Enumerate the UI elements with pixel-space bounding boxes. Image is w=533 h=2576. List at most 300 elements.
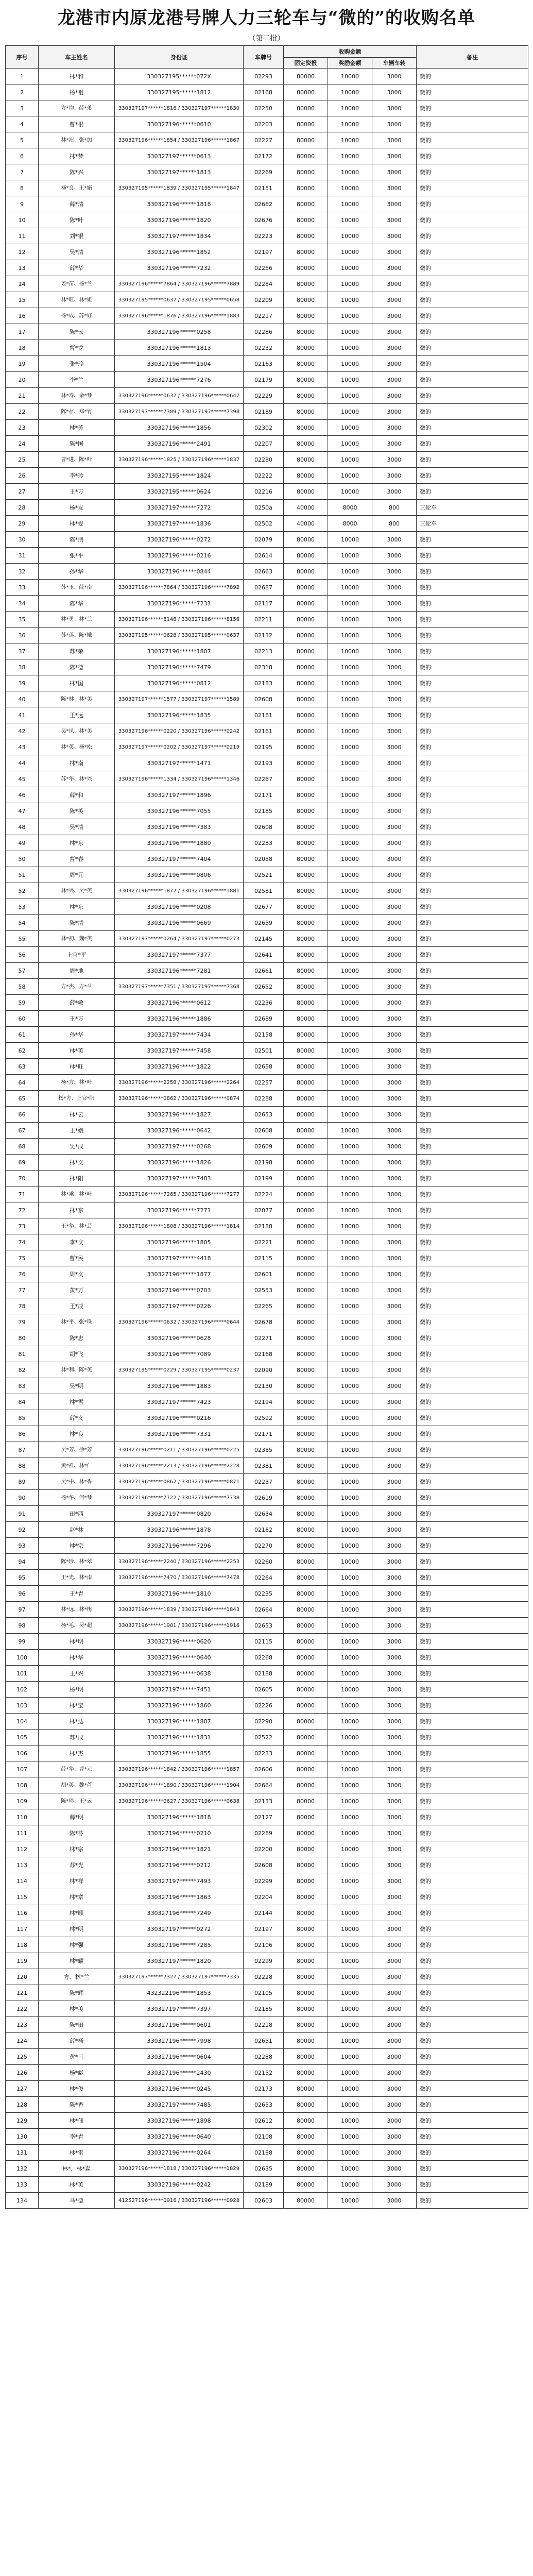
cell-seq: 64 bbox=[6, 1075, 39, 1091]
cell-plate: 02385 bbox=[244, 1442, 284, 1458]
cell-vehicle: 3000 bbox=[372, 2049, 417, 2065]
cell-note: 微的 bbox=[417, 1075, 528, 1091]
table-row bbox=[6, 516, 528, 532]
table-row bbox=[6, 324, 528, 340]
cell-income: 10000 bbox=[328, 1171, 372, 1187]
cell-income: 10000 bbox=[328, 164, 372, 180]
cell-vehicle: 3000 bbox=[372, 883, 417, 899]
cell-fixed: 80000 bbox=[284, 1027, 328, 1043]
cell-note: 微的 bbox=[417, 1426, 528, 1442]
cell-id: 330327196******1877 bbox=[115, 1266, 244, 1282]
cell-name: 薛*义 bbox=[39, 1410, 115, 1426]
cell-income: 10000 bbox=[328, 1777, 372, 1793]
cell-id: 330327196******7864 / 330327196******7889 bbox=[115, 276, 244, 292]
cell-name: 林*南 bbox=[39, 755, 115, 771]
cell-id: 330327196******1818 / 330327196******1829 bbox=[115, 2161, 244, 2177]
cell-plate: 02553 bbox=[244, 1282, 284, 1298]
cell-plate: 02185 bbox=[244, 803, 284, 819]
cell-name: 林*顺 bbox=[39, 1905, 115, 1921]
cell-vehicle: 3000 bbox=[372, 436, 417, 452]
table-row bbox=[6, 212, 528, 228]
table-row bbox=[6, 100, 528, 116]
cell-seq: 115 bbox=[6, 1889, 39, 1905]
cell-income: 10000 bbox=[328, 2129, 372, 2145]
cell-plate: 02651 bbox=[244, 2033, 284, 2049]
cell-vehicle: 3000 bbox=[372, 2177, 417, 2193]
cell-id: 330327196******0812 bbox=[115, 675, 244, 691]
cell-seq: 48 bbox=[6, 819, 39, 835]
cell-seq: 88 bbox=[6, 1458, 39, 1474]
cell-name: 李*珍 bbox=[39, 468, 115, 484]
table-row bbox=[6, 356, 528, 372]
cell-plate: 02105 bbox=[244, 1985, 284, 2001]
cell-id: 330327196******1825 / 330327196******1837 bbox=[115, 452, 244, 468]
table-row bbox=[6, 803, 528, 819]
cell-income: 10000 bbox=[328, 1602, 372, 1618]
table-row bbox=[6, 739, 528, 755]
cell-fixed: 80000 bbox=[284, 2113, 328, 2129]
cell-name: 周*元 bbox=[39, 867, 115, 883]
cell-id: 330327197******0268 bbox=[115, 1139, 244, 1155]
cell-plate: 02271 bbox=[244, 1330, 284, 1346]
cell-plate: 02687 bbox=[244, 580, 284, 596]
cell-name: 林*英 bbox=[39, 1043, 115, 1059]
cell-fixed: 80000 bbox=[284, 1985, 328, 2001]
cell-seq: 51 bbox=[6, 867, 39, 883]
cell-vehicle: 3000 bbox=[372, 356, 417, 372]
cell-id: 330327196******7479 bbox=[115, 659, 244, 675]
cell-plate: 02115 bbox=[244, 1634, 284, 1650]
cell-plate: 02661 bbox=[244, 963, 284, 979]
cell-plate: 02179 bbox=[244, 372, 284, 388]
cell-fixed: 80000 bbox=[284, 292, 328, 308]
table-row bbox=[6, 2017, 528, 2033]
cell-name: 张*平 bbox=[39, 548, 115, 564]
cell-name: 曹*民 bbox=[39, 1250, 115, 1266]
cell-name: 陈*清 bbox=[39, 915, 115, 931]
cell-plate: 02502 bbox=[244, 516, 284, 532]
cell-note: 微的 bbox=[417, 2065, 528, 2081]
cell-name: 孙*华 bbox=[39, 1027, 115, 1043]
table-row bbox=[6, 1825, 528, 1841]
cell-seq: 111 bbox=[6, 1825, 39, 1841]
cell-fixed: 80000 bbox=[284, 468, 328, 484]
table-row bbox=[6, 1953, 528, 1969]
cell-income: 10000 bbox=[328, 691, 372, 707]
cell-seq: 133 bbox=[6, 2177, 39, 2193]
cell-vehicle: 3000 bbox=[372, 1330, 417, 1346]
cell-note: 微的 bbox=[417, 2033, 528, 2049]
cell-id: 330327196******1855 bbox=[115, 1745, 244, 1761]
cell-plate: 02199 bbox=[244, 1171, 284, 1187]
cell-vehicle: 3000 bbox=[372, 1378, 417, 1394]
cell-income: 10000 bbox=[328, 1809, 372, 1825]
cell-id: 330327196******7249 bbox=[115, 1905, 244, 1921]
table-row bbox=[6, 1314, 528, 1330]
cell-fixed: 80000 bbox=[284, 1378, 328, 1394]
cell-id: 330327196******1878 bbox=[115, 1522, 244, 1538]
cell-name: 林*寿、余*琴 bbox=[39, 388, 115, 404]
cell-seq: 60 bbox=[6, 1011, 39, 1027]
batch-subtitle: （第二批） bbox=[248, 35, 285, 43]
cell-seq: 129 bbox=[6, 2113, 39, 2129]
cell-fixed: 80000 bbox=[284, 244, 328, 260]
table-row bbox=[6, 532, 528, 548]
cell-fixed: 80000 bbox=[284, 2097, 328, 2113]
cell-id: 330327196******1890 / 330327196******1904 bbox=[115, 1777, 244, 1793]
cell-name: 陈*田 bbox=[39, 2017, 115, 2033]
cell-fixed: 80000 bbox=[284, 69, 328, 84]
cell-name: 吴*凤、林*美 bbox=[39, 723, 115, 739]
cell-fixed: 80000 bbox=[284, 2161, 328, 2177]
cell-id: 330327195******1812 bbox=[115, 84, 244, 100]
cell-note: 微的 bbox=[417, 1602, 528, 1618]
cell-seq: 5 bbox=[6, 132, 39, 148]
cell-fixed: 80000 bbox=[284, 1793, 328, 1809]
cell-id: 330327196******7331 bbox=[115, 1426, 244, 1442]
cell-note: 微的 bbox=[417, 691, 528, 707]
cell-seq: 42 bbox=[6, 723, 39, 739]
cell-id: 330327196******1334 / 330327196******1346 bbox=[115, 771, 244, 787]
cell-seq: 72 bbox=[6, 1202, 39, 1218]
cell-seq: 73 bbox=[6, 1218, 39, 1234]
cell-vehicle: 3000 bbox=[372, 1155, 417, 1171]
cell-vehicle: 3000 bbox=[372, 388, 417, 404]
cell-vehicle: 3000 bbox=[372, 787, 417, 803]
cell-plate: 02223 bbox=[244, 228, 284, 244]
cell-plate: 02209 bbox=[244, 292, 284, 308]
cell-plate: 02302 bbox=[244, 420, 284, 436]
cell-note: 微的 bbox=[417, 1570, 528, 1586]
cell-name: 杨*毛、吴*超 bbox=[39, 1618, 115, 1634]
cell-plate: 02634 bbox=[244, 1506, 284, 1522]
cell-seq: 108 bbox=[6, 1777, 39, 1793]
cell-income: 10000 bbox=[328, 1362, 372, 1378]
cell-plate: 02144 bbox=[244, 1905, 284, 1921]
cell-id: 330327196******1872 / 330327196******1881 bbox=[115, 883, 244, 899]
cell-vehicle: 3000 bbox=[372, 899, 417, 915]
cell-id: 330327196******7271 bbox=[115, 1202, 244, 1218]
cell-note: 微的 bbox=[417, 1745, 528, 1761]
cell-seq: 74 bbox=[6, 1234, 39, 1250]
cell-fixed: 80000 bbox=[284, 340, 328, 356]
cell-note: 微的 bbox=[417, 1458, 528, 1474]
cell-seq: 89 bbox=[6, 1474, 39, 1490]
header-fixed: 固定资报 bbox=[284, 58, 328, 69]
cell-name: 李*兰 bbox=[39, 372, 115, 388]
cell-seq: 57 bbox=[6, 963, 39, 979]
cell-note: 微的 bbox=[417, 819, 528, 835]
cell-vehicle: 3000 bbox=[372, 1873, 417, 1889]
cell-fixed: 80000 bbox=[284, 1394, 328, 1410]
cell-fixed: 80000 bbox=[284, 1107, 328, 1123]
cell-id: 330327197******1471 bbox=[115, 755, 244, 771]
cell-seq: 82 bbox=[6, 1362, 39, 1378]
cell-income: 10000 bbox=[328, 212, 372, 228]
cell-vehicle: 800 bbox=[372, 516, 417, 532]
cell-name: 曹*进、陈*叶 bbox=[39, 452, 115, 468]
cell-income: 10000 bbox=[328, 2049, 372, 2065]
cell-note: 微的 bbox=[417, 1730, 528, 1745]
cell-note: 微的 bbox=[417, 69, 528, 84]
cell-plate: 02115 bbox=[244, 1250, 284, 1266]
cell-fixed: 80000 bbox=[284, 1745, 328, 1761]
header-note: 备注 bbox=[417, 46, 528, 69]
cell-income: 10000 bbox=[328, 2001, 372, 2017]
cell-income: 10000 bbox=[328, 1650, 372, 1666]
cell-income: 10000 bbox=[328, 1889, 372, 1905]
table-row bbox=[6, 1027, 528, 1043]
cell-id: 330327196******1820 bbox=[115, 212, 244, 228]
table-row bbox=[6, 915, 528, 931]
cell-vehicle: 3000 bbox=[372, 979, 417, 995]
cell-id: 330327196******1839 / 330327196******1843 bbox=[115, 1602, 244, 1618]
table-row bbox=[6, 84, 528, 100]
cell-fixed: 80000 bbox=[284, 404, 328, 420]
cell-id: 330327196******1876 / 330327196******1883 bbox=[115, 308, 244, 324]
cell-name: 吴*中、林*香 bbox=[39, 1474, 115, 1490]
cell-vehicle: 3000 bbox=[372, 1905, 417, 1921]
cell-income: 10000 bbox=[328, 803, 372, 819]
cell-name: 薛*明 bbox=[39, 1809, 115, 1825]
cell-vehicle: 3000 bbox=[372, 1218, 417, 1234]
cell-fixed: 80000 bbox=[284, 628, 328, 643]
cell-vehicle: 3000 bbox=[372, 1059, 417, 1075]
cell-vehicle: 3000 bbox=[372, 1969, 417, 1985]
cell-vehicle: 3000 bbox=[372, 2001, 417, 2017]
cell-plate: 02216 bbox=[244, 484, 284, 500]
cell-id: 330327196******1827 bbox=[115, 1107, 244, 1123]
cell-income: 10000 bbox=[328, 1793, 372, 1809]
cell-note: 微的 bbox=[417, 739, 528, 755]
table-row bbox=[6, 196, 528, 212]
cell-seq: 121 bbox=[6, 1985, 39, 2001]
table-row bbox=[6, 1666, 528, 1682]
cell-name: 林*远、林*梅 bbox=[39, 1602, 115, 1618]
cell-id: 330327196******0216 bbox=[115, 1410, 244, 1426]
cell-seq: 127 bbox=[6, 2081, 39, 2097]
cell-income: 10000 bbox=[328, 835, 372, 851]
cell-note: 微的 bbox=[417, 771, 528, 787]
cell-name: 林*义 bbox=[39, 1155, 115, 1171]
cell-vehicle: 3000 bbox=[372, 1570, 417, 1586]
cell-plate: 02268 bbox=[244, 1650, 284, 1666]
cell-income: 10000 bbox=[328, 1825, 372, 1841]
cell-plate: 02197 bbox=[244, 244, 284, 260]
cell-vehicle: 3000 bbox=[372, 1426, 417, 1442]
cell-plate: 02664 bbox=[244, 1602, 284, 1618]
cell-plate: 02162 bbox=[244, 1522, 284, 1538]
cell-note: 微的 bbox=[417, 404, 528, 420]
cell-note: 微的 bbox=[417, 1474, 528, 1490]
cell-note: 微的 bbox=[417, 1921, 528, 1937]
cell-name: 陈*国 bbox=[39, 436, 115, 452]
cell-id: 330327196******1805 bbox=[115, 1234, 244, 1250]
cell-fixed: 80000 bbox=[284, 596, 328, 612]
cell-note: 微的 bbox=[417, 260, 528, 276]
cell-seq: 86 bbox=[6, 1426, 39, 1442]
cell-id: 330327197******1896 bbox=[115, 787, 244, 803]
table-row bbox=[6, 1139, 528, 1155]
cell-income: 10000 bbox=[328, 2113, 372, 2129]
cell-income: 10000 bbox=[328, 1857, 372, 1873]
cell-name: 林*兴、吴*英 bbox=[39, 883, 115, 899]
cell-plate: 02152 bbox=[244, 2065, 284, 2081]
cell-note: 微的 bbox=[417, 1027, 528, 1043]
table-row bbox=[6, 564, 528, 580]
cell-name: 苏*华、林*兴 bbox=[39, 771, 115, 787]
cell-seq: 14 bbox=[6, 276, 39, 292]
header-id: 身份证 bbox=[115, 46, 244, 69]
cell-income: 10000 bbox=[328, 116, 372, 132]
cell-seq: 130 bbox=[6, 2129, 39, 2145]
cell-plate: 02185 bbox=[244, 2001, 284, 2017]
cell-fixed: 80000 bbox=[284, 1155, 328, 1171]
cell-note: 微的 bbox=[417, 244, 528, 260]
table-row bbox=[6, 1857, 528, 1873]
cell-income: 10000 bbox=[328, 995, 372, 1011]
cell-seq: 16 bbox=[6, 308, 39, 324]
cell-name: 曹*春 bbox=[39, 851, 115, 867]
table-row bbox=[6, 947, 528, 963]
cell-id: 330327197******0226 bbox=[115, 1298, 244, 1314]
cell-vehicle: 3000 bbox=[372, 851, 417, 867]
cell-vehicle: 3000 bbox=[372, 1410, 417, 1426]
table-row bbox=[6, 995, 528, 1011]
cell-note: 微的 bbox=[417, 372, 528, 388]
cell-name: 薛*华 bbox=[39, 260, 115, 276]
cell-vehicle: 3000 bbox=[372, 148, 417, 164]
cell-income: 10000 bbox=[328, 580, 372, 596]
cell-vehicle: 3000 bbox=[372, 1793, 417, 1809]
cell-name: 林*英 bbox=[39, 2177, 115, 2193]
cell-seq: 71 bbox=[6, 1187, 39, 1202]
table-row bbox=[6, 292, 528, 308]
cell-income: 10000 bbox=[328, 1266, 372, 1282]
cell-fixed: 80000 bbox=[284, 1538, 328, 1554]
cell-note: 微的 bbox=[417, 2177, 528, 2193]
cell-fixed: 80000 bbox=[284, 1857, 328, 1873]
cell-seq: 28 bbox=[6, 500, 39, 516]
cell-name: 林*雷 bbox=[39, 2145, 115, 2161]
cell-income: 10000 bbox=[328, 628, 372, 643]
cell-id: 330327197******0272 bbox=[115, 1921, 244, 1937]
cell-note: 微的 bbox=[417, 2081, 528, 2097]
cell-income: 10000 bbox=[328, 436, 372, 452]
cell-name: 杨*方、上官*阳 bbox=[39, 1091, 115, 1107]
cell-income: 10000 bbox=[328, 388, 372, 404]
cell-id: 330327197******7327 / 330327197******7335 bbox=[115, 1969, 244, 1985]
cell-plate: 02606 bbox=[244, 1761, 284, 1777]
cell-fixed: 80000 bbox=[284, 2049, 328, 2065]
table-row bbox=[6, 1570, 528, 1586]
cell-id: 330327196******0210 bbox=[115, 1825, 244, 1841]
table-row bbox=[6, 867, 528, 883]
table-row bbox=[6, 164, 528, 180]
header-amount-group: 收购金额 bbox=[284, 46, 417, 58]
cell-id: 330327196******7265 / 330327196******7277 bbox=[115, 1187, 244, 1202]
cell-id: 330327196******2491 bbox=[115, 436, 244, 452]
cell-id: 330327196******0637 / 330327196******0647 bbox=[115, 388, 244, 404]
cell-name: 林*初、魏*英 bbox=[39, 931, 115, 947]
cell-plate: 02290 bbox=[244, 1714, 284, 1730]
cell-seq: 31 bbox=[6, 548, 39, 564]
table-row bbox=[6, 1426, 528, 1442]
cell-seq: 29 bbox=[6, 516, 39, 532]
cell-vehicle: 3000 bbox=[372, 1458, 417, 1474]
cell-note: 微的 bbox=[417, 1011, 528, 1027]
table-row bbox=[6, 2145, 528, 2161]
cell-fixed: 80000 bbox=[284, 1873, 328, 1889]
cell-plate: 02267 bbox=[244, 771, 284, 787]
cell-plate: 02218 bbox=[244, 2017, 284, 2033]
cell-plate: 02226 bbox=[244, 1698, 284, 1714]
cell-plate: 02237 bbox=[244, 1474, 284, 1490]
cell-fixed: 80000 bbox=[284, 1761, 328, 1777]
table-row bbox=[6, 2081, 528, 2097]
cell-note: 微的 bbox=[417, 548, 528, 564]
cell-name: 林*乘、林*叶 bbox=[39, 1187, 115, 1202]
cell-id: 330327196******0703 bbox=[115, 1282, 244, 1298]
cell-note: 微的 bbox=[417, 995, 528, 1011]
cell-vehicle: 3000 bbox=[372, 1809, 417, 1825]
cell-fixed: 80000 bbox=[284, 803, 328, 819]
cell-note: 微的 bbox=[417, 1266, 528, 1282]
cell-id: 330327196******1880 bbox=[115, 835, 244, 851]
cell-income: 10000 bbox=[328, 420, 372, 436]
cell-note: 微的 bbox=[417, 1698, 528, 1714]
cell-note: 微的 bbox=[417, 2097, 528, 2113]
cell-income: 10000 bbox=[328, 963, 372, 979]
cell-seq: 132 bbox=[6, 2161, 39, 2177]
cell-vehicle: 3000 bbox=[372, 452, 417, 468]
cell-name: 林*良 bbox=[39, 1426, 115, 1442]
table-row bbox=[6, 1761, 528, 1777]
cell-income: 10000 bbox=[328, 1905, 372, 1921]
cell-name: 林*国 bbox=[39, 675, 115, 691]
cell-income: 10000 bbox=[328, 452, 372, 468]
cell-seq: 120 bbox=[6, 1969, 39, 1985]
table-row bbox=[6, 1650, 528, 1666]
cell-vehicle: 3000 bbox=[372, 1666, 417, 1682]
cell-name: 林*宗 bbox=[39, 1841, 115, 1857]
cell-income: 10000 bbox=[328, 1378, 372, 1394]
cell-note: 微的 bbox=[417, 1107, 528, 1123]
table-row bbox=[6, 1730, 528, 1745]
cell-name: 林*东 bbox=[39, 899, 115, 915]
cell-income: 10000 bbox=[328, 1298, 372, 1314]
cell-name: 吴*明 bbox=[39, 1378, 115, 1394]
cell-fixed: 80000 bbox=[284, 867, 328, 883]
cell-seq: 126 bbox=[6, 2065, 39, 2081]
cell-fixed: 80000 bbox=[284, 260, 328, 276]
cell-vehicle: 3000 bbox=[372, 2113, 417, 2129]
cell-fixed: 80000 bbox=[284, 2145, 328, 2161]
cell-plate: 02200 bbox=[244, 1841, 284, 1857]
cell-vehicle: 3000 bbox=[372, 2145, 417, 2161]
cell-note: 三轮车 bbox=[417, 516, 528, 532]
cell-vehicle: 3000 bbox=[372, 643, 417, 659]
table-row bbox=[6, 1602, 528, 1618]
cell-income: 10000 bbox=[328, 324, 372, 340]
cell-seq: 100 bbox=[6, 1650, 39, 1666]
cell-income: 10000 bbox=[328, 899, 372, 915]
cell-plate: 02256 bbox=[244, 260, 284, 276]
cell-vehicle: 3000 bbox=[372, 1123, 417, 1139]
cell-plate: 02193 bbox=[244, 755, 284, 771]
cell-id: 330327196******1860 bbox=[115, 1698, 244, 1714]
cell-seq: 117 bbox=[6, 1921, 39, 1937]
